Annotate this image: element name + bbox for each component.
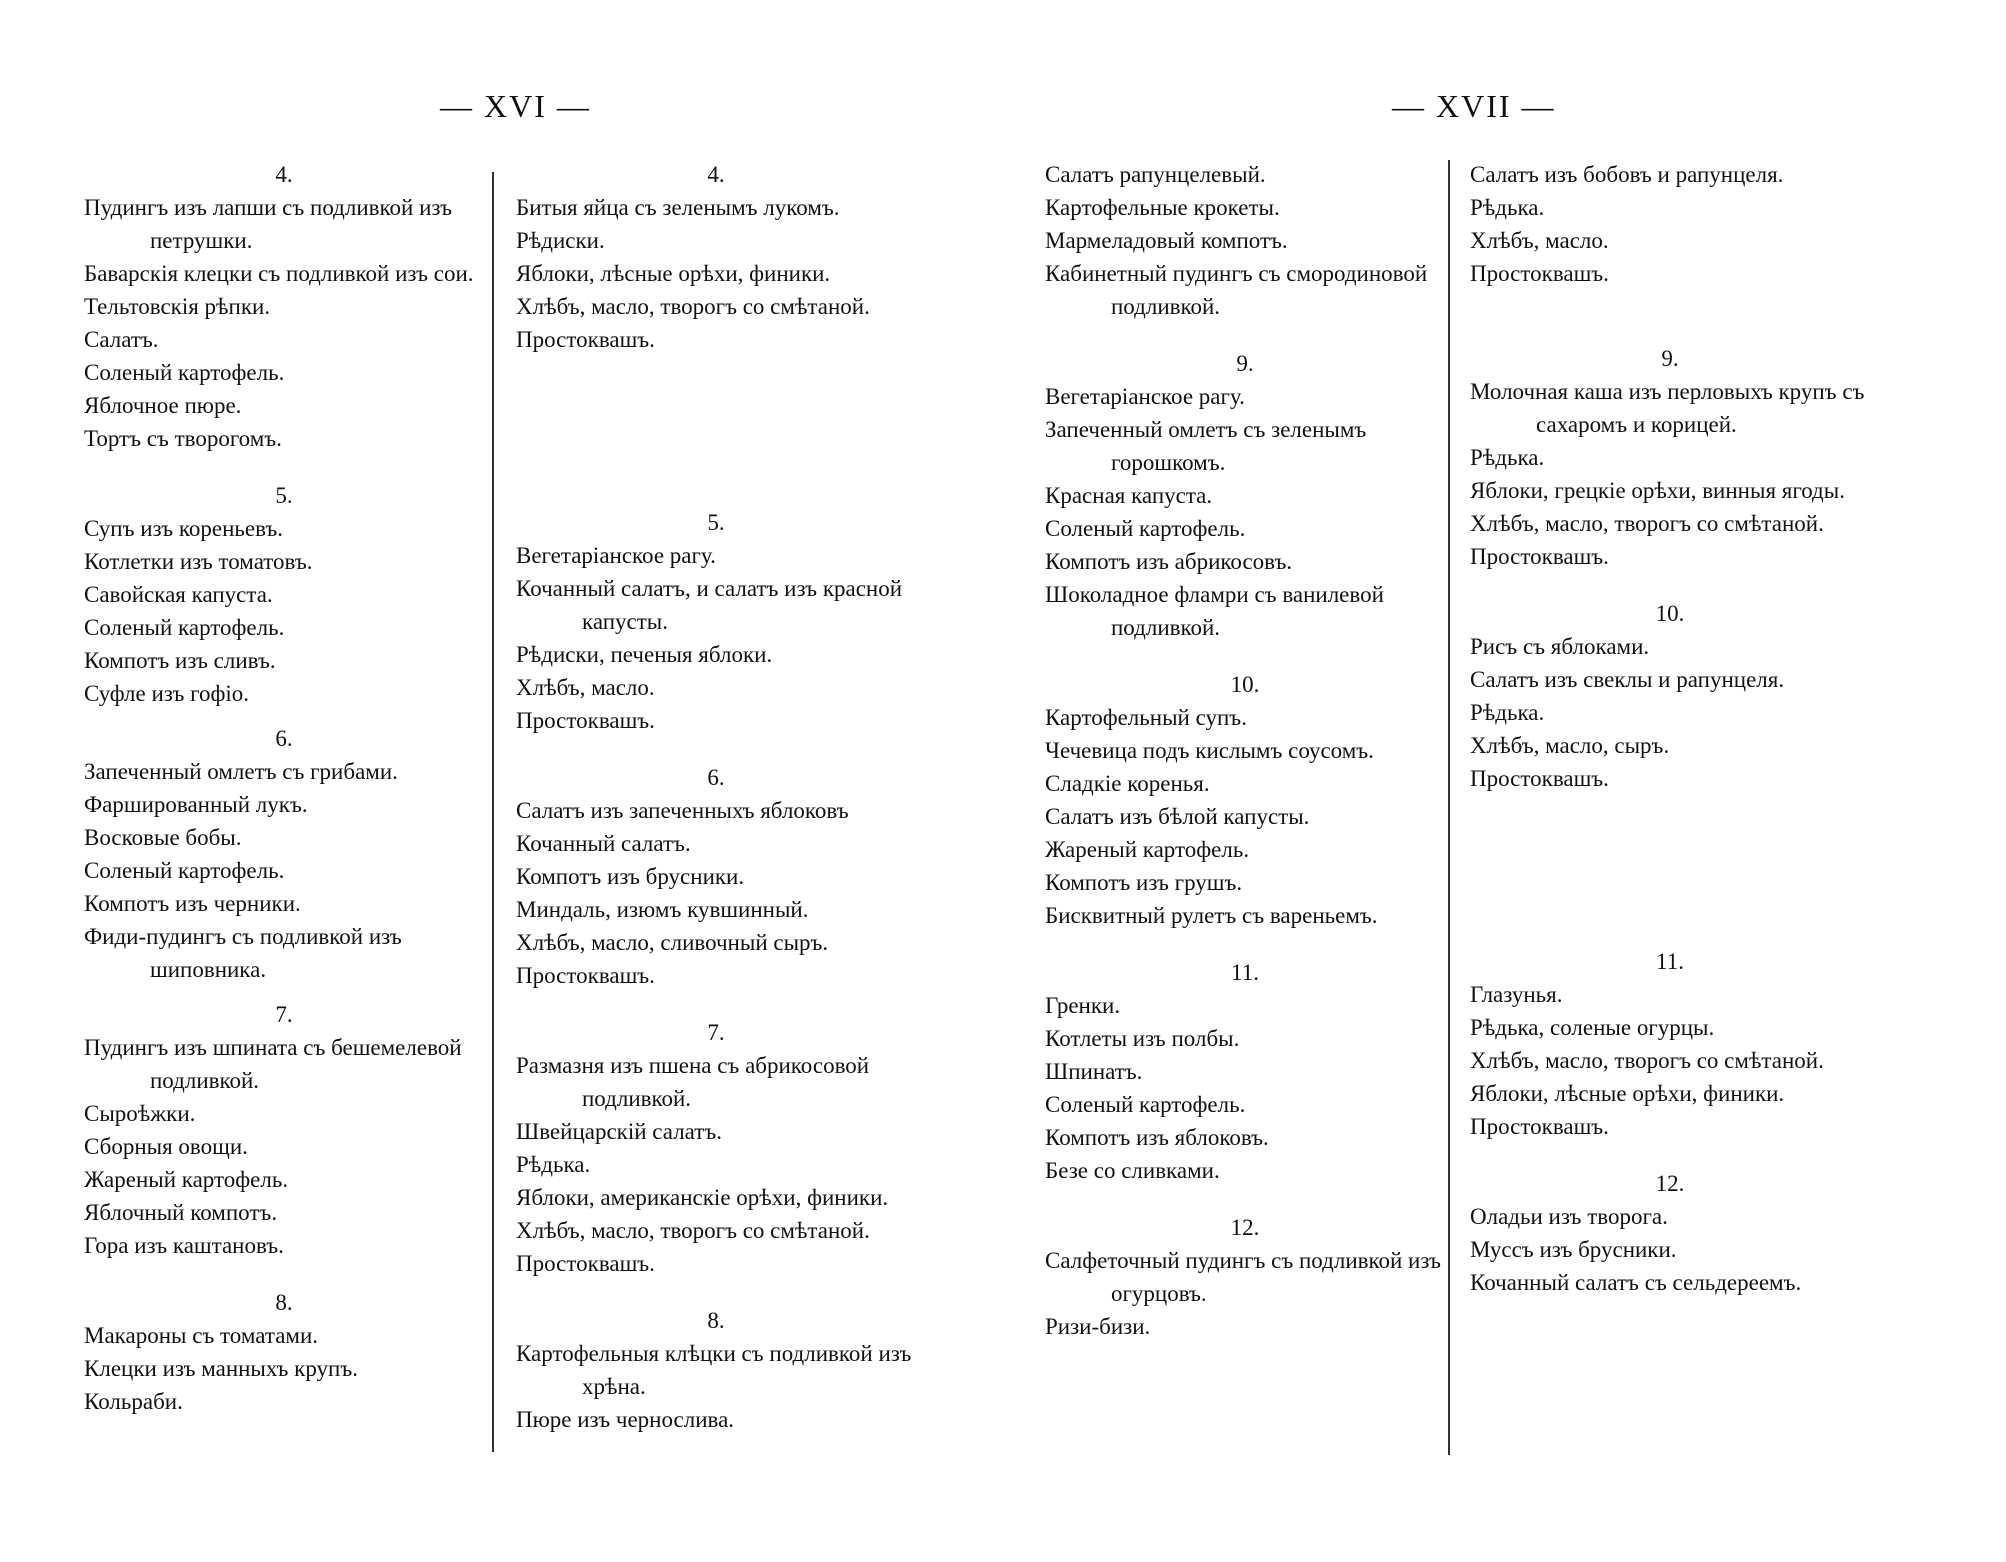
menu-number: 8.: [275, 1290, 293, 1315]
dish-item: Компотъ изъ яблоковъ.: [1045, 1125, 1269, 1150]
dish-item: Хлѣбъ, масло.: [516, 675, 655, 700]
dish-item: Тортъ съ творогомъ.: [84, 426, 282, 451]
dish-item: Простоквашъ.: [516, 708, 655, 733]
dish-item: Соленый картофель.: [1045, 1092, 1246, 1117]
dish-item: Вегетаріанское рагу.: [1045, 384, 1245, 409]
dish-item: Кочанный салатъ.: [516, 831, 691, 856]
menu-column-2: [516, 158, 916, 1436]
dish-item: Салатъ.: [84, 327, 159, 352]
dish-item: Рисъ съ яблоками.: [1470, 634, 1650, 659]
dish-item: Простоквашъ.: [1470, 1114, 1609, 1139]
menu-number: 9.: [1236, 351, 1254, 376]
menu-number: 6.: [275, 726, 293, 751]
dish-item: Чечевица подъ кислымъ соусомъ.: [1045, 738, 1374, 763]
menu-number: 9.: [1661, 346, 1679, 371]
dish-item: Компотъ изъ сливъ.: [84, 648, 276, 673]
column-divider: [1448, 160, 1450, 1455]
dish-item: Салфеточный пудингъ съ подливкой изъ огурцовъ.: [1045, 1248, 1441, 1306]
dish-item: Яблочное пюре.: [84, 393, 242, 418]
dish-item: Ризи-бизи.: [1045, 1314, 1151, 1339]
dish-item: Запеченный омлетъ съ грибами.: [84, 759, 398, 784]
dish-item: Яблоки, американскіе орѣхи, финики.: [516, 1185, 889, 1210]
dish-item: Яблоки, лѣсные орѣхи, финики.: [1470, 1081, 1785, 1106]
dish-item: Суфле изъ гофіо.: [84, 681, 250, 706]
dish-item: Компотъ изъ абрикосовъ.: [1045, 549, 1293, 574]
dish-item: Салатъ изъ бѣлой капусты.: [1045, 804, 1310, 829]
dish-item: Рѣдька.: [1470, 195, 1545, 220]
menu-number: 12.: [1655, 1171, 1685, 1196]
dish-item: Миндаль, изюмъ кувшинный.: [516, 897, 809, 922]
dish-item: Гора изъ каштановъ.: [84, 1233, 284, 1258]
dish-item: Салатъ изъ свеклы и рапунцеля.: [1470, 667, 1785, 692]
dish-item: Яблоки, лѣсные орѣхи, финики.: [516, 261, 831, 286]
dish-item: Савойская капуста.: [84, 582, 273, 607]
dish-item: Салатъ рапунцелевый.: [1045, 162, 1266, 187]
dish-item: Пюре изъ чернослива.: [516, 1407, 735, 1432]
dish-item: Хлѣбъ, масло.: [1470, 228, 1609, 253]
menu-number: 5.: [707, 510, 725, 535]
dish-item: Тельтовскія рѣпки.: [84, 294, 271, 319]
dish-item: Швейцарскій салатъ.: [516, 1119, 722, 1144]
dish-item: Мармеладовый компотъ.: [1045, 228, 1288, 253]
dish-item: Кочанный салатъ съ сельдереемъ.: [1470, 1270, 1802, 1295]
menu-number: 4.: [707, 162, 725, 187]
dish-item: Размазня изъ пшена съ абрикосовой подливкой.: [516, 1053, 870, 1111]
dish-item: Соленый картофель.: [84, 615, 285, 640]
dish-item: Котлетки изъ томатовъ.: [84, 549, 313, 574]
menu-number: 12.: [1230, 1215, 1260, 1240]
dish-item: Баварскія клецки съ подливкой изъ сои.: [84, 261, 474, 286]
dish-item: Жареный картофель.: [1045, 837, 1250, 862]
dish-item: Кольраби.: [84, 1389, 183, 1414]
dish-item: Компотъ изъ брусники.: [516, 864, 745, 889]
dish-item: Салатъ изъ бобовъ и рапунцеля.: [1470, 162, 1784, 187]
menu-number: 4.: [275, 162, 293, 187]
dish-item: Кабинетный пудингъ съ смородиновой подливкой.: [1045, 261, 1428, 319]
menu-number: 6.: [707, 765, 725, 790]
dish-item: Сладкіе коренья.: [1045, 771, 1210, 796]
dish-item: Пудингъ изъ шпината съ бешемелевой подливкой.: [84, 1035, 462, 1093]
dish-item: Молочная каша изъ перловыхъ крупъ съ сахаромъ и корицей.: [1470, 379, 1865, 437]
menu-number: 5.: [275, 483, 293, 508]
menu-number: 10.: [1230, 672, 1260, 697]
dish-item: Соленый картофель.: [1045, 516, 1246, 541]
menu-column-4: [1470, 158, 1870, 1299]
dish-item: Муссъ изъ брусники.: [1470, 1237, 1677, 1262]
dish-item: Бисквитный рулетъ съ вареньемъ.: [1045, 903, 1378, 928]
dish-item: Простоквашъ.: [1470, 766, 1609, 791]
dish-item: Хлѣбъ, масло, творогъ со смѣтаной.: [1470, 1048, 1824, 1073]
dish-item: Соленый картофель.: [84, 858, 285, 883]
dish-item: Жареный картофель.: [84, 1167, 289, 1192]
dish-item: Хлѣбъ, масло, творогъ со смѣтаной.: [516, 1218, 870, 1243]
dish-item: Яблочный компотъ.: [84, 1200, 278, 1225]
dish-item: Простоквашъ.: [516, 1251, 655, 1276]
menu-number: 11.: [1231, 960, 1259, 985]
page-number-right: — XVII —: [1392, 88, 1556, 124]
dish-item: Хлѣбъ, масло, сливочный сыръ.: [516, 930, 829, 955]
dish-item: Рѣдиски.: [516, 228, 605, 253]
dish-item: Яблоки, грецкіе орѣхи, винныя ягоды.: [1470, 478, 1845, 503]
dish-item: Рѣдька, соленые огурцы.: [1470, 1015, 1715, 1040]
dish-item: Битыя яйца съ зеленымъ лукомъ.: [516, 195, 840, 220]
dish-item: Хлѣбъ, масло, творогъ со смѣтаной.: [516, 294, 870, 319]
dish-item: Рѣдька.: [516, 1152, 591, 1177]
dish-item: Безе со сливками.: [1045, 1158, 1220, 1183]
dish-item: Рѣдиски, печеныя яблоки.: [516, 642, 773, 667]
dish-item: Хлѣбъ, масло, сыръ.: [1470, 733, 1670, 758]
dish-item: Простоквашъ.: [516, 963, 655, 988]
dish-item: Красная капуста.: [1045, 483, 1213, 508]
dish-item: Запеченный омлетъ съ зеленымъ горошкомъ.: [1045, 417, 1367, 475]
dish-item: Фиди-пудингъ съ подливкой изъ шиповника.: [84, 924, 402, 982]
menu-number: 10.: [1655, 601, 1685, 626]
dish-item: Оладьи изъ творога.: [1470, 1204, 1668, 1229]
dish-item: Клецки изъ манныхъ крупъ.: [84, 1356, 358, 1381]
dish-item: Восковые бобы.: [84, 825, 242, 850]
dish-item: Макароны съ томатами.: [84, 1323, 319, 1348]
dish-item: Рѣдька.: [1470, 445, 1545, 470]
dish-item: Компотъ изъ черники.: [84, 891, 301, 916]
dish-item: Салатъ изъ запеченныхъ яблоковъ: [516, 798, 849, 823]
dish-item: Соленый картофель.: [84, 360, 285, 385]
dish-item: Гренки.: [1045, 993, 1121, 1018]
dish-item: Шоколадное фламри съ ванилевой подливкой.: [1045, 582, 1384, 640]
dish-item: Простоквашъ.: [1470, 261, 1609, 286]
dish-item: Котлеты изъ полбы.: [1045, 1026, 1240, 1051]
dish-item: Пудингъ изъ лапши съ подливкой изъ петрушки.: [84, 195, 452, 253]
column-divider: [492, 172, 494, 1452]
menu-column-3: [1045, 158, 1445, 1343]
dish-item: Фаршированный лукъ.: [84, 792, 308, 817]
menu-number: 7.: [707, 1020, 725, 1045]
dish-item: Вегетаріанское рагу.: [516, 543, 716, 568]
dish-item: Супъ изъ кореньевъ.: [84, 516, 284, 541]
dish-item: Шпинатъ.: [1045, 1059, 1143, 1084]
dish-item: Кочанный салатъ, и салатъ изъ красной капусты.: [516, 576, 903, 634]
dish-item: Компотъ изъ грушъ.: [1045, 870, 1243, 895]
menu-column-1: [84, 158, 484, 1418]
dish-item: Глазунья.: [1470, 982, 1563, 1007]
dish-item: Картофельный супъ.: [1045, 705, 1247, 730]
menu-number: 11.: [1656, 949, 1684, 974]
dish-item: Хлѣбъ, масло, творогъ со смѣтаной.: [1470, 511, 1824, 536]
page-number-left: — XVI —: [440, 88, 591, 124]
menu-number: 8.: [707, 1308, 725, 1333]
dish-item: Сыроѣжки.: [84, 1101, 196, 1126]
dish-item: Сборныя овощи.: [84, 1134, 248, 1159]
dish-item: Рѣдька.: [1470, 700, 1545, 725]
dish-item: Простоквашъ.: [516, 327, 655, 352]
menu-number: 7.: [275, 1002, 293, 1027]
dish-item: Простоквашъ.: [1470, 544, 1609, 569]
dish-item: Картофельныя клѣцки съ подливкой изъ хрѣна.: [516, 1341, 912, 1399]
dish-item: Картофельные крокеты.: [1045, 195, 1280, 220]
